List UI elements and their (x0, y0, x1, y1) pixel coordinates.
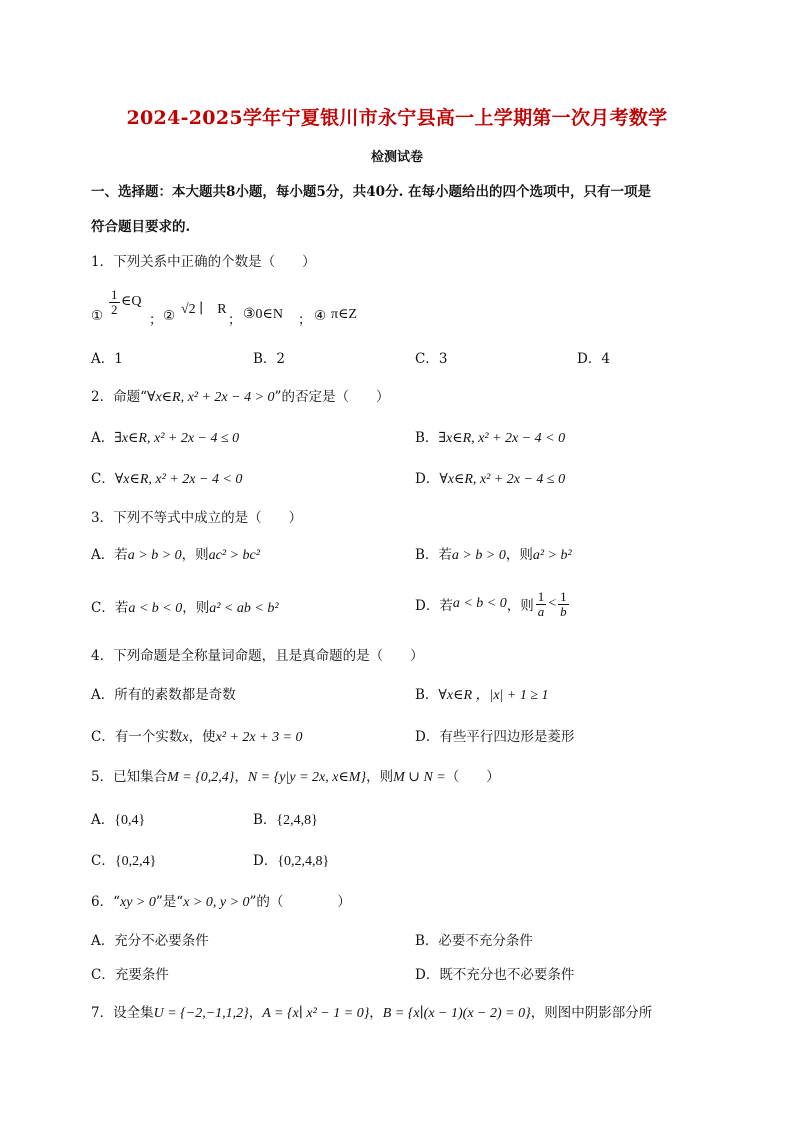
stem-text: 6．“ (91, 894, 120, 910)
option-condition: a < b < 0 (452, 596, 507, 611)
separator: ； (298, 312, 312, 328)
fraction-numerator: 1 (111, 287, 118, 302)
question-2-option-d (415, 467, 565, 488)
question-6-option-d: D．既不充分也不必要条件 (415, 967, 575, 983)
option-expression: ∀x∈R, x² + 2x − 4 ≤ 0 (439, 472, 566, 487)
question-2-option-c (91, 467, 242, 488)
page-subtitle: 检测试卷 (370, 150, 423, 165)
option-label: D． (253, 853, 278, 869)
option-text: ，则 (181, 547, 209, 563)
option-expression: ∃x∈R, x² + 2x − 4 < 0 (438, 431, 566, 446)
less-than-sign: < (548, 596, 557, 611)
option-text: C．有一个实数 (91, 729, 183, 745)
page-title: 2024-2025学年宁夏银川市永宁县高一上学期第一次月考数学 (126, 107, 668, 129)
option-result: a² > b² (532, 548, 572, 563)
option-variable: x (182, 730, 189, 745)
option-text: ，则 (506, 598, 534, 614)
option-text: ，使 (188, 729, 216, 745)
option-expression: {2,4,8} (276, 813, 318, 828)
set-b: B = {x∣(x − 1)(x − 2) = 0} (382, 1006, 531, 1021)
option-expression: ∃x∈R, x² + 2x − 4 ≤ 0 (114, 431, 240, 446)
option-condition: a > b > 0 (451, 548, 506, 563)
question-2-stem (91, 385, 389, 406)
section-heading-line2: 符合题目要求的. (91, 219, 191, 235)
question-4-stem: 4．下列命题是全称量词命题，且是真命题的是（ ） (91, 648, 424, 664)
question-6-option-a: A．充分不必要条件 (91, 933, 209, 949)
set-a: A = {x∣ x² − 1 = 0} (262, 1006, 370, 1021)
question-3-option-c (91, 596, 279, 617)
question-5-stem (91, 765, 500, 786)
question-5-option-c (91, 849, 156, 870)
option-text: C．若 (91, 600, 129, 616)
question-5-option-b (253, 808, 318, 829)
question-6-option-c: C．充要条件 (91, 967, 169, 983)
question-5-option-a (91, 808, 145, 829)
question-4-option-c (91, 725, 303, 746)
separator: ； (228, 312, 242, 328)
question-6-option-b: B．必要不充分条件 (415, 933, 533, 949)
stem-text: ，则 (366, 769, 394, 785)
stem-text: ，则图中阴影部分所 (530, 1005, 653, 1021)
item-1-marker: ① (91, 308, 104, 324)
option-label: A． (91, 430, 115, 446)
question-1-option-d: D．4 (577, 351, 610, 367)
stem-text: 7．设全集 (91, 1005, 154, 1021)
question-2-option-a (91, 426, 239, 447)
stem-suffix: ”的否定是（ ） (274, 389, 390, 405)
set-u: U = {−2,−1,1,2} (153, 1006, 249, 1021)
option-text: ，则 (505, 547, 533, 563)
question-1-stem: 1．下列关系中正确的个数是（ ） (91, 254, 316, 270)
option-expression: {0,4} (114, 813, 146, 828)
question-4-option-a: A．所有的素数都是奇数 (91, 687, 236, 703)
option-label: B． (415, 430, 439, 446)
section-heading-line1: 一、选择题：本大题共8小题，每小题5分，共40分. 在每小题给出的四个选项中，只有一项是 (91, 184, 651, 200)
option-expression: x² + 2x + 3 = 0 (215, 730, 303, 745)
option-expression: {0,2,4} (114, 854, 157, 869)
stem-math: xy > 0 (120, 895, 156, 910)
question-3-option-a (91, 543, 260, 564)
fraction-denominator: a (537, 603, 545, 619)
option-expression: ∀x∈R, x² + 2x − 4 < 0 (114, 472, 243, 487)
set-m: M = {0,2,4} (167, 770, 235, 785)
option-expression: {0,2,4,8} (277, 854, 330, 869)
question-1-option-c: C．3 (415, 351, 448, 367)
question-3-option-d (415, 584, 571, 624)
fraction-numerator: 1 (560, 588, 567, 604)
question-7-stem (91, 1001, 652, 1022)
union-expression: M ∪ N = (393, 770, 446, 785)
option-expression: ∀x∈R ，|x| + 1 ≥ 1 (438, 688, 549, 703)
item-4-marker: ④ (314, 308, 327, 324)
option-label: B． (415, 687, 439, 703)
question-6-stem (91, 890, 351, 911)
stem-text: ， (234, 769, 248, 785)
stem-text: 5．已知集合 (91, 769, 168, 785)
option-label: C． (91, 471, 115, 487)
option-result: ac² > bc² (208, 548, 260, 563)
set-n: N = {y|y = 2x, x∈M} (247, 770, 367, 785)
question-4-option-d: D．有些平行四边形是菱形 (415, 729, 575, 745)
item-4-expression: π∈Z (331, 307, 357, 322)
stem-text: （ ） (445, 769, 500, 785)
stem-prefix: 2．命题“ (91, 389, 147, 405)
option-result: a² < ab < b² (209, 601, 279, 616)
option-label: B． (253, 812, 277, 828)
fraction-denominator: 2 (111, 301, 118, 317)
stem-math: x > 0, y > 0 (183, 895, 250, 910)
stem-math: ∀x∈R, x² + 2x − 4 > 0 (147, 390, 275, 405)
question-1-option-a: A．1 (91, 351, 123, 367)
item-1-relation: ∈Q (121, 294, 142, 309)
question-3-stem: 3．下列不等式中成立的是（ ） (91, 510, 303, 526)
stem-text: ”是“ (155, 894, 184, 910)
option-text: ，则 (182, 600, 210, 616)
option-condition: a < b < 0 (128, 601, 183, 616)
fraction-one-over-b (558, 590, 569, 618)
option-text: B．若 (415, 547, 452, 563)
fraction-one-half (109, 288, 120, 316)
option-text: A．若 (91, 547, 128, 563)
option-label: A． (91, 812, 115, 828)
separator: ； (149, 312, 163, 328)
stem-text: ， (369, 1005, 383, 1021)
option-label: D． (415, 471, 440, 487)
question-4-option-b (415, 683, 549, 704)
fraction-one-over-a (536, 590, 547, 618)
item-3-expression: ③0∈N (243, 307, 284, 322)
option-text: D．若 (415, 598, 453, 614)
question-3-option-b (415, 543, 572, 564)
option-condition: a > b > 0 (127, 548, 182, 563)
question-5-option-d (253, 849, 329, 870)
item-2-expression: √2 ∣ R (181, 302, 227, 317)
option-label: C． (91, 853, 115, 869)
question-1-option-b: B．2 (253, 351, 286, 367)
fraction-numerator: 1 (537, 588, 545, 604)
item-2-marker: ② (163, 308, 176, 324)
question-2-option-b (415, 426, 565, 447)
fraction-denominator: b (560, 603, 567, 619)
stem-text: ， (248, 1005, 263, 1021)
stem-text: ”的（ ） (249, 894, 351, 910)
